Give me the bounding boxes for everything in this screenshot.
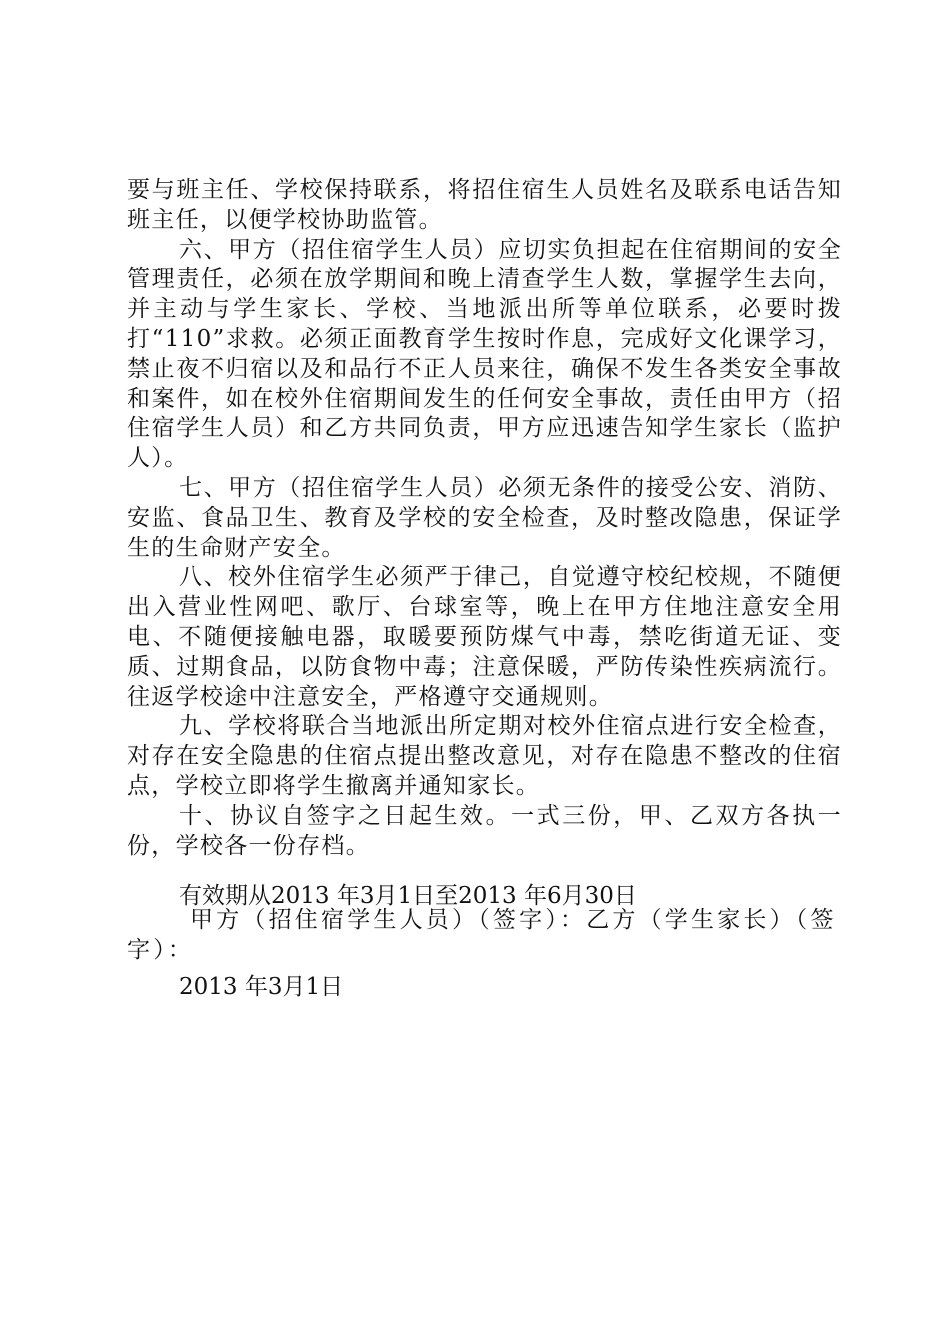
signing-date: 2013 年3月1日	[179, 974, 344, 1000]
paragraph-clause-9: 九、学校将联合当地派出所定期对校外住宿点进行安全检查，对存在安全隐患的住宿点提出整改意见，对存在隐患不整改的住宿点，学校立即将学生撤离并通知家长。	[127, 713, 842, 799]
paragraph-clause-7: 七、甲方（招住宿学生人员）必须无条件的接受公安、消防、安监、食品卫生、教育及学校的安全检查，及时整改隐患，保证学生的生命财产安全。	[127, 474, 842, 561]
signature-line: 甲方（招住宿学生人员）（签字）：乙方（学生家长）（签字）：	[127, 907, 837, 963]
document-body	[127, 176, 842, 861]
paragraph-continuation: 要与班主任、学校保持联系，将招住宿生人员姓名及联系电话告知班主任，以便学校协助监管。	[127, 177, 842, 233]
paragraph-clause-8: 八、校外住宿学生必须严于律己，自觉遵守校纪校规，不随便出入营业性网吧、歌厅、台球室等，晚上在甲方住地注意安全用电、不随便接触电器，取暖要预防煤气中毒，禁吃街道无证、变质、过期食品，以防食物中毒；注意保暖，严防传染性疾病流行。往返学校途中注意安全，严格遵守交通规则。	[127, 564, 842, 710]
paragraph-clause-10: 十、协议自签字之日起生效。一式三份，甲、乙双方各执一份，学校各一份存档。	[127, 802, 842, 859]
paragraph-clause-6: 六、甲方（招住宿学生人员）应切实负担起在住宿期间的安全管理责任，必须在放学期间和晚上清查学生人数，掌握学生去向，并主动与学生家长、学校、当地派出所等单位联系，必要时拨打“110”求救。必须正面教育学生按时作息，完成好文化课学习，禁止夜不归宿以及和品行不正人员来往，确保不发生各类安全事故和案件，如在校外住宿期间发生的任何安全事故，责任由甲方（招住宿学生人员）和乙方共同负责，甲方应迅速告知学生家长（监护人）。	[127, 236, 842, 472]
validity-period: 有效期从2013 年3月1日至2013 年6月30日	[179, 883, 637, 909]
